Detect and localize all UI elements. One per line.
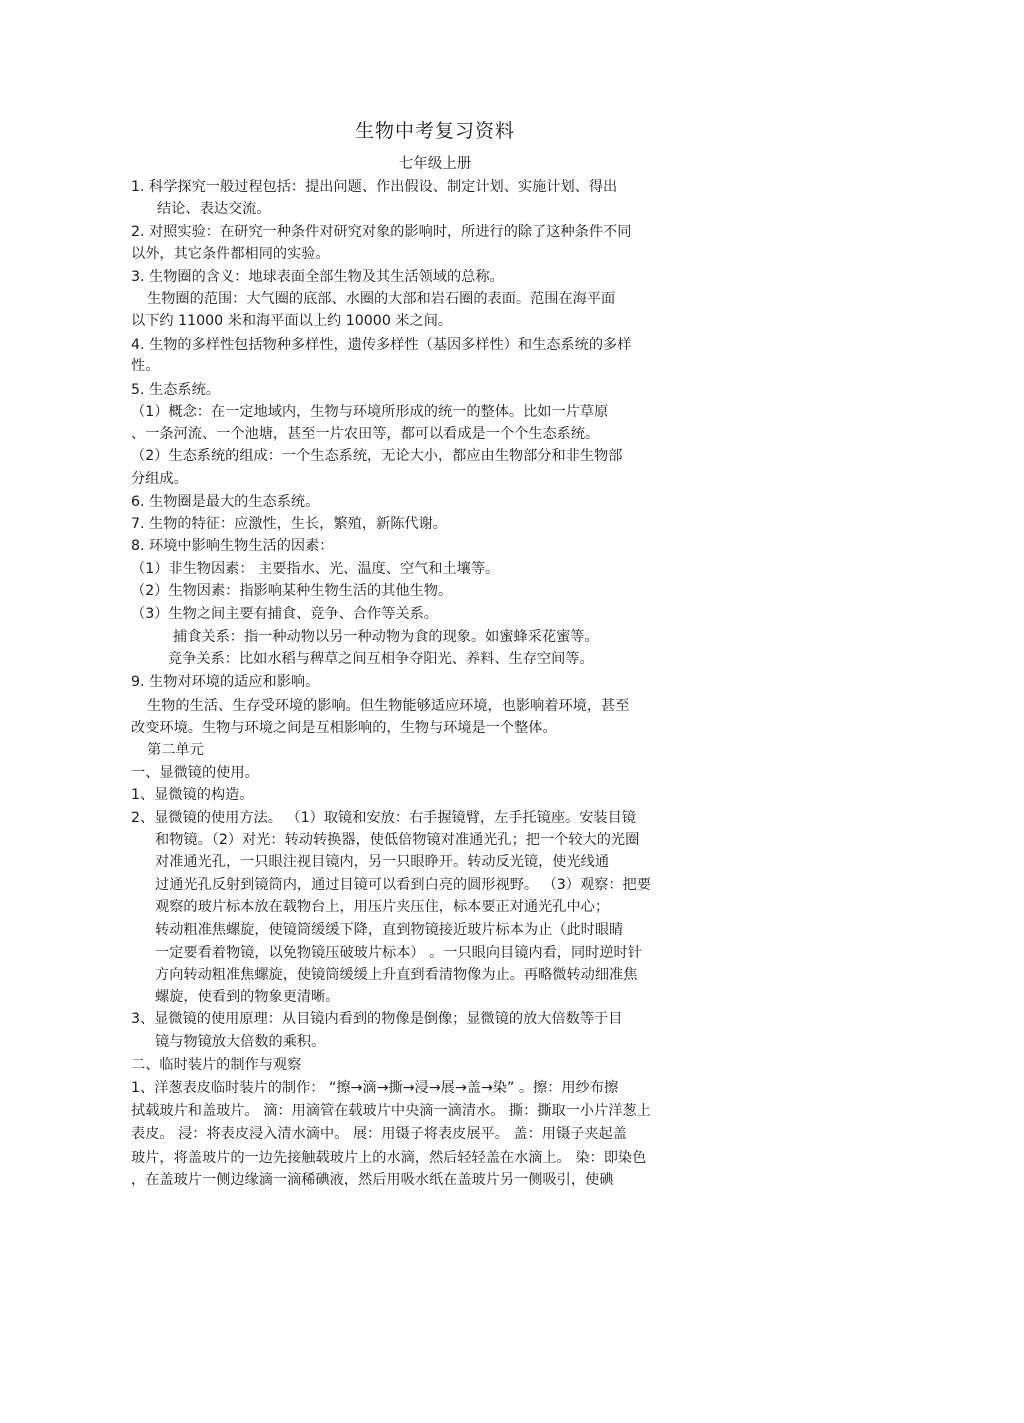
text-line: 性。 [131, 358, 160, 374]
text-line: 9. 生物对环境的适应和影响。 [131, 674, 320, 690]
text-line: 对准通光孔，一只眼注视目镜内，另一只眼睁开。转动反光镜，使光线通 [155, 854, 610, 870]
text-line: ，在盖玻片一侧边缘滴一滴稀碘液，然后用吸水纸在盖玻片另一侧吸引，使碘 [131, 1172, 614, 1188]
text-line: 过通光孔反射到镜筒内，通过目镜可以看到白亮的圆形视野。 （3）观察：把要 [155, 877, 651, 893]
text-line: 和物镜。（2）对光：转动转换器，使低倍物镜对准通光孔；把一个较大的光圈 [155, 832, 640, 848]
text-line: （1）非生物因素： 主要指水、光、温度、空气和土壤等。 [131, 561, 500, 577]
text-line: 3、显微镜的使用原理：从目镜内看到的物像是倒像；显微镜的放大倍数等于目 [131, 1011, 623, 1027]
text-line: 生物圈的范围：大气圈的底部、水圈的大部和岩石圈的表面。范围在海平面 [147, 291, 616, 307]
text-line: 表皮。 浸：将表皮浸入清水滴中。 展：用镊子将表皮展平。 盖：用镊子夹起盖 [131, 1126, 627, 1142]
text-line: 方向转动粗准焦螺旋，使镜筒缓缓上升直到看清物像为止。再略微转动细准焦 [155, 967, 638, 983]
text-line: 捕食关系：指一种动物以另一种动物为食的现象。如蜜蜂采花蜜等。 [173, 629, 599, 645]
text-line: （2）生物因素：指影响某种生物生活的其他生物。 [131, 583, 453, 599]
text-line: 生物的生活、生存受环境的影响。但生物能够适应环境，也影响着环境，甚至 [147, 698, 630, 714]
text-line: 1. 科学探究一般过程包括：提出问题、作出假设、制定计划、实施计划、得出 [131, 179, 618, 195]
text-line: 玻片，将盖玻片的一边先接触载玻片上的水滴，然后轻轻盖在水滴上。 染：即染色 [131, 1150, 647, 1166]
text-line: 镜与物镜放大倍数的乘积。 [155, 1034, 326, 1050]
document-subtitle: 七年级上册 [398, 156, 472, 172]
text-line: 结论、表达交流。 [157, 201, 271, 217]
text-line: 螺旋，使看到的物象更清晰。 [155, 989, 340, 1005]
text-line: 以外，其它条件都相同的实验。 [131, 246, 330, 262]
text-line: 7. 生物的特征：应激性，生长，繁殖，新陈代谢。 [131, 516, 447, 532]
text-line: 2. 对照实验：在研究一种条件对研究对象的影响时，所进行的除了这种条件不同 [131, 224, 632, 240]
text-line: 1、洋葱表皮临时装片的制作： “擦→滴→撕→浸→展→盖→染” 。擦：用纱布擦 [131, 1080, 619, 1096]
text-line: 以下约 11000 米和海平面以上约 10000 米之间。 [131, 313, 453, 329]
text-line: 拭载玻片和盖玻片。 滴：用滴管在载玻片中央滴一滴清水。 撕：撕取一小片洋葱上 [131, 1103, 651, 1119]
text-line: 1、显微镜的构造。 [131, 787, 254, 803]
text-line: 竞争关系：比如水稻与稗草之间互相争夺阳光、养料、生存空间等。 [168, 651, 594, 667]
text-line: 分组成。 [131, 471, 188, 487]
text-line: 6. 生物圈是最大的生态系统。 [131, 494, 320, 510]
text-line: 二、临时装片的制作与观察 [131, 1057, 302, 1073]
text-line: 4. 生物的多样性包括物种多样性，遗传多样性（基因多样性）和生态系统的多样 [131, 337, 632, 353]
text-line: 3. 生物圈的含义：地球表面全部生物及其生活领域的总称。 [131, 269, 504, 285]
text-line: 转动粗准焦螺旋，使镜筒缓缓下降，直到物镜接近玻片标本为止（此时眼睛 [155, 922, 624, 938]
text-line: （1）概念：在一定地域内，生物与环境所形成的统一的整体。比如一片草原 [131, 404, 609, 420]
text-line: 、一条河流、一个池塘，甚至一片农田等，都可以看成是一个个生态系统。 [131, 426, 600, 442]
text-line: （2）生态系统的组成：一个生态系统，无论大小，都应由生物部分和非生物部 [131, 448, 623, 464]
text-line: 一定要看着物镜，以免物镜压破玻片标本） 。一只眼向目镜内看，同时逆时针 [155, 945, 642, 961]
text-line: 2、显微镜的使用方法。 （1）取镜和安放：右手握镜臂，左手托镜座。安装目镜 [131, 810, 636, 826]
text-line: 改变环境。生物与环境之间是互相影响的，生物与环境是一个整体。 [131, 720, 557, 736]
text-line: 5. 生态系统。 [131, 382, 220, 398]
text-line: 第二单元 [147, 742, 204, 758]
document-title: 生物中考复习资料 [354, 120, 515, 142]
text-line: （3）生物之间主要有捕食、竞争、合作等关系。 [131, 606, 438, 622]
text-line: 一、显微镜的使用。 [131, 765, 259, 781]
text-line: 观察的玻片标本放在载物台上，用压片夹压住，标本要正对通光孔中心； [155, 899, 610, 915]
text-line: 8. 环境中影响生物生活的因素： [131, 538, 334, 554]
